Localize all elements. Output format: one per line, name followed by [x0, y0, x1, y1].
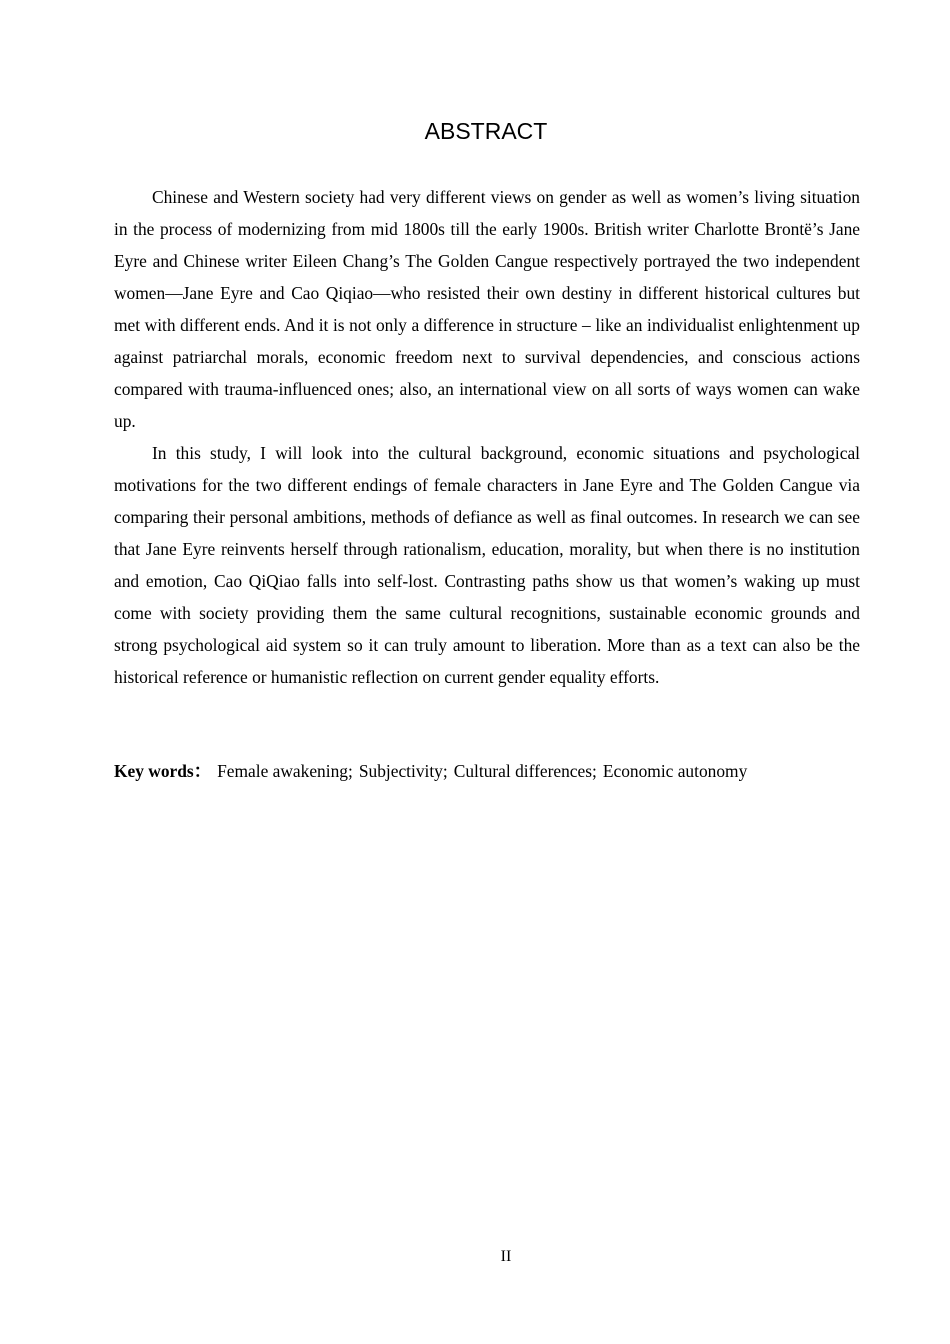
keyword-item: Subjectivity [358, 761, 443, 781]
keyword-item: Cultural differences [453, 761, 593, 781]
keyword-delimiter: ; [347, 761, 353, 781]
keywords-separator: ： [193, 761, 212, 781]
keyword-delimiter: ; [592, 761, 597, 781]
abstract-title: ABSTRACT [424, 118, 548, 144]
abstract-body [114, 181, 860, 693]
abstract-paragraph-1: Chinese and Western society had very different views on gender as well as women’s living situation in the process of modernizing from mid 1800s till the early 1900s. British writer Charlotte Brontë’s Jane Eyre and Chinese writer Eileen Chang’s The Golden Cangue respectively portrayed the two independent women—Jane Eyre and Cao Qiqiao—who resisted their own destiny in different historical cultures but met with different ends. And it is not only a difference in structure – like an individualist enlightenment up against patriarchal morals, economic freedom next to survival dependencies, and conscious actions compared with trauma-influenced ones; also, an international view on all sorts of ways women can wake up. [114, 187, 860, 431]
keyword-delimiter: ; [442, 761, 448, 781]
keyword-item: Female awakening [217, 761, 348, 781]
keywords-label: Key words [114, 761, 194, 781]
keyword-item: Economic autonomy [602, 761, 748, 781]
abstract-paragraph-2: In this study, I will look into the cultural background, economic situations and psychological motivations for the two different endings of female characters in Jane Eyre and The Golden Cangue via comparing their personal ambitions, methods of defiance as well as final outcomes. In research we can see that Jane Eyre reinvents herself through rationalism, education, morality, but when there is no institution and emotion, Cao QiQiao falls into self-lost. Contrasting paths show us that women’s waking up must come with society providing them the same cultural recognitions, sustainable economic grounds and strong psychological aid system so it can truly amount to liberation. More than as a text can also be the historical reference or humanistic reflection on current gender equality efforts. [114, 443, 860, 687]
keywords-line [114, 756, 860, 786]
page-number: II [500, 1248, 512, 1265]
